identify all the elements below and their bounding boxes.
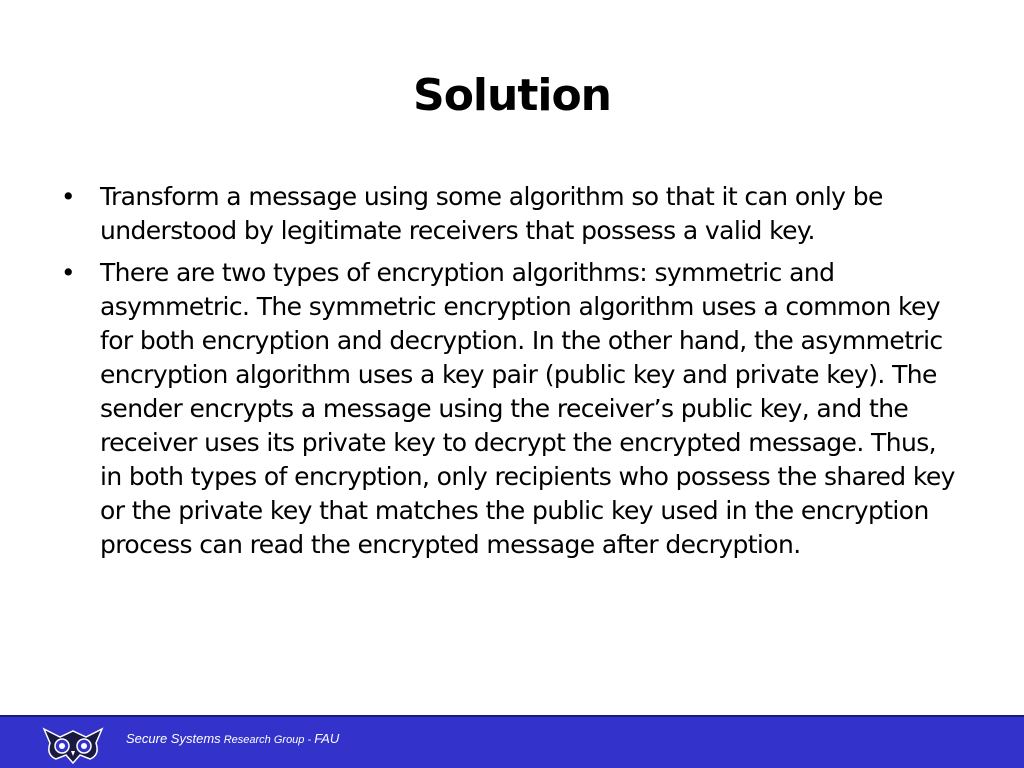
- bullet-text: There are two types of encryption algorithms: symmetric and asymmetric. The symmetric encryption algorithm uses a common key for both encryption and decryption. In the other hand, the asymmetric encryption algorithm uses a key pair (public key and private key). The sender encrypts a message using the receiver’s public key, and the receiver uses its private key to decrypt the encrypted message. Thus, in both types of encryption, only recipients who possess the shared key or the private key that matches the public key used in the encryption process can read the encrypted message after decryption.: [100, 258, 955, 559]
- bullet-text: Transform a message using some algorithm so that it can only be understood by legitimate receivers that possess a valid key.: [100, 182, 883, 245]
- footer-text-fau: FAU: [314, 731, 340, 746]
- bullet-symbol: •: [60, 182, 76, 211]
- bullet-item: [58, 256, 958, 562]
- bullet-list: [58, 180, 958, 570]
- bullet-item: [58, 180, 958, 248]
- footer-text-group: Secure Systems: [126, 731, 221, 746]
- slide-title: Solution: [413, 70, 611, 121]
- bullet-symbol: •: [60, 258, 76, 287]
- footer-bar: [0, 715, 1024, 768]
- owl-logo-icon: [40, 725, 106, 765]
- footer-text-research: Research Group -: [220, 734, 315, 746]
- footer-text: [126, 731, 339, 746]
